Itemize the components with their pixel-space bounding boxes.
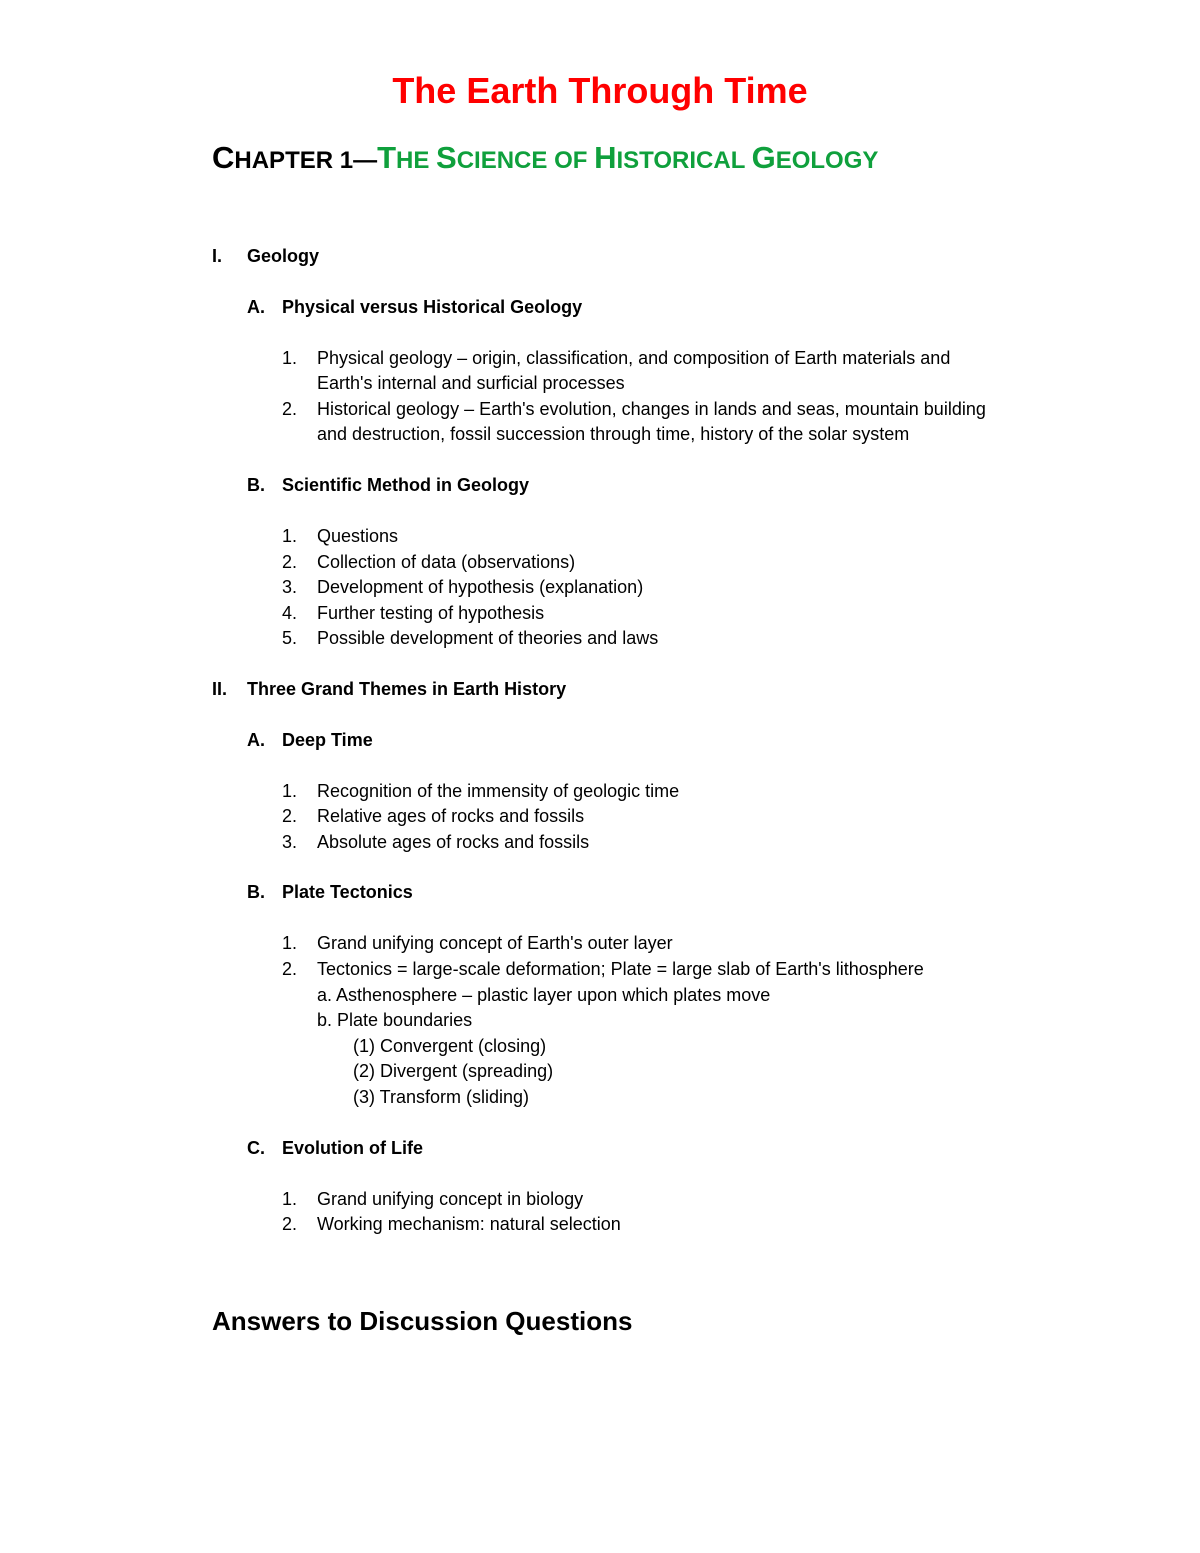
item-number: 4.: [282, 603, 298, 623]
item-number: 1.: [282, 1189, 298, 1209]
item-number: 1.: [282, 933, 298, 953]
section-numeral: II.: [212, 679, 228, 699]
chapter-title-small: ISTORICAL: [616, 147, 752, 174]
item-text: Tectonics = large-scale deformation; Plate = large slab of Earth's lithosphere: [317, 959, 924, 979]
subsection-title: Evolution of Life: [282, 1138, 423, 1158]
item-text: Relative ages of rocks and fossils: [317, 806, 585, 826]
item-number: 1.: [282, 781, 298, 801]
list-item: [282, 524, 398, 548]
boundary-item: (2) Divergent (spreading): [353, 1061, 554, 1081]
list-item-continuation: Earth's internal and surficial processes: [317, 373, 625, 393]
list-item-continuation: and destruction, fossil succession through time, history of the solar system: [317, 424, 910, 444]
chapter-title-small: CIENCE OF: [456, 147, 595, 174]
item-text: Recognition of the immensity of geologic time: [317, 781, 680, 801]
item-number: 1.: [282, 348, 298, 368]
section-numeral: I.: [212, 246, 223, 266]
list-item: [282, 931, 673, 955]
outline-subsection-1b: [247, 473, 529, 497]
item-text: Development of hypothesis (explanation): [317, 577, 644, 597]
list-item: [282, 601, 544, 625]
boundary-item: (3) Transform (sliding): [353, 1087, 530, 1107]
subsection-letter: A.: [247, 730, 265, 750]
item-number: 3.: [282, 577, 298, 597]
chapter-title-initial: S: [436, 140, 457, 175]
item-number: 1.: [282, 526, 298, 546]
outline-section-2: [212, 677, 566, 701]
book-title: The Earth Through Time: [392, 70, 808, 111]
item-text: Questions: [317, 526, 399, 546]
item-number: 3.: [282, 832, 298, 852]
section-title: Three Grand Themes in Earth History: [247, 679, 567, 699]
item-text: Further testing of hypothesis: [317, 603, 545, 623]
item-number: 2.: [282, 399, 298, 419]
subsection-letter: B.: [247, 882, 265, 902]
subsection-title: Plate Tectonics: [282, 882, 413, 902]
item-text: Grand unifying concept of Earth's outer layer: [317, 933, 673, 953]
list-item: [282, 804, 584, 828]
list-item: [282, 346, 950, 370]
outline-section-1: [212, 244, 319, 268]
subsection-letter: B.: [247, 475, 265, 495]
sub-item: a. Asthenosphere – plastic layer upon which plates move: [317, 985, 771, 1005]
chapter-title-initial: H: [594, 140, 617, 175]
list-item: [282, 1212, 621, 1236]
chapter-title-initial: G: [751, 140, 776, 175]
boundary-item: (1) Convergent (closing): [353, 1036, 547, 1056]
outline-subsection-2c: [247, 1136, 423, 1160]
item-text: Possible development of theories and laws: [317, 628, 659, 648]
item-number: 5.: [282, 628, 298, 648]
section-title: Geology: [247, 246, 320, 266]
outline-subsection-1a: [247, 295, 582, 319]
item-text: Absolute ages of rocks and fossils: [317, 832, 590, 852]
item-text: Historical geology – Earth's evolution, changes in lands and seas, mountain building: [317, 399, 986, 419]
item-text: Collection of data (observations): [317, 552, 576, 572]
list-item: [282, 550, 575, 574]
subsection-letter: A.: [247, 297, 265, 317]
list-item: [282, 575, 643, 599]
list-item: [282, 830, 589, 854]
item-number: 2.: [282, 552, 298, 572]
item-number: 2.: [282, 806, 298, 826]
item-text: Grand unifying concept in biology: [317, 1189, 584, 1209]
subsection-title: Scientific Method in Geology: [282, 475, 530, 495]
chapter-label-rest: HAPTER 1—: [234, 147, 378, 174]
list-item: [282, 626, 658, 650]
sub-item: b. Plate boundaries: [317, 1010, 473, 1030]
subsection-title: Deep Time: [282, 730, 373, 750]
subsection-title: Physical versus Historical Geology: [282, 297, 583, 317]
subsection-letter: C.: [247, 1138, 265, 1158]
outline-subsection-2a: [247, 728, 373, 752]
chapter-title-small: HE: [396, 147, 437, 174]
item-text: Working mechanism: natural selection: [317, 1214, 621, 1234]
answers-heading: Answers to Discussion Questions: [212, 1306, 633, 1336]
chapter-heading: [212, 140, 878, 176]
list-item: [282, 1187, 583, 1211]
chapter-title-small: EOLOGY: [775, 147, 879, 174]
outline-subsection-2b: [247, 880, 413, 904]
list-item: [282, 957, 924, 981]
chapter-title-initial: T: [377, 140, 397, 175]
chapter-label-initial: C: [212, 140, 235, 175]
list-item: [282, 779, 679, 803]
list-item: [282, 397, 986, 421]
item-number: 2.: [282, 1214, 298, 1234]
item-number: 2.: [282, 959, 298, 979]
item-text: Physical geology – origin, classification, and composition of Earth materials and: [317, 348, 951, 368]
